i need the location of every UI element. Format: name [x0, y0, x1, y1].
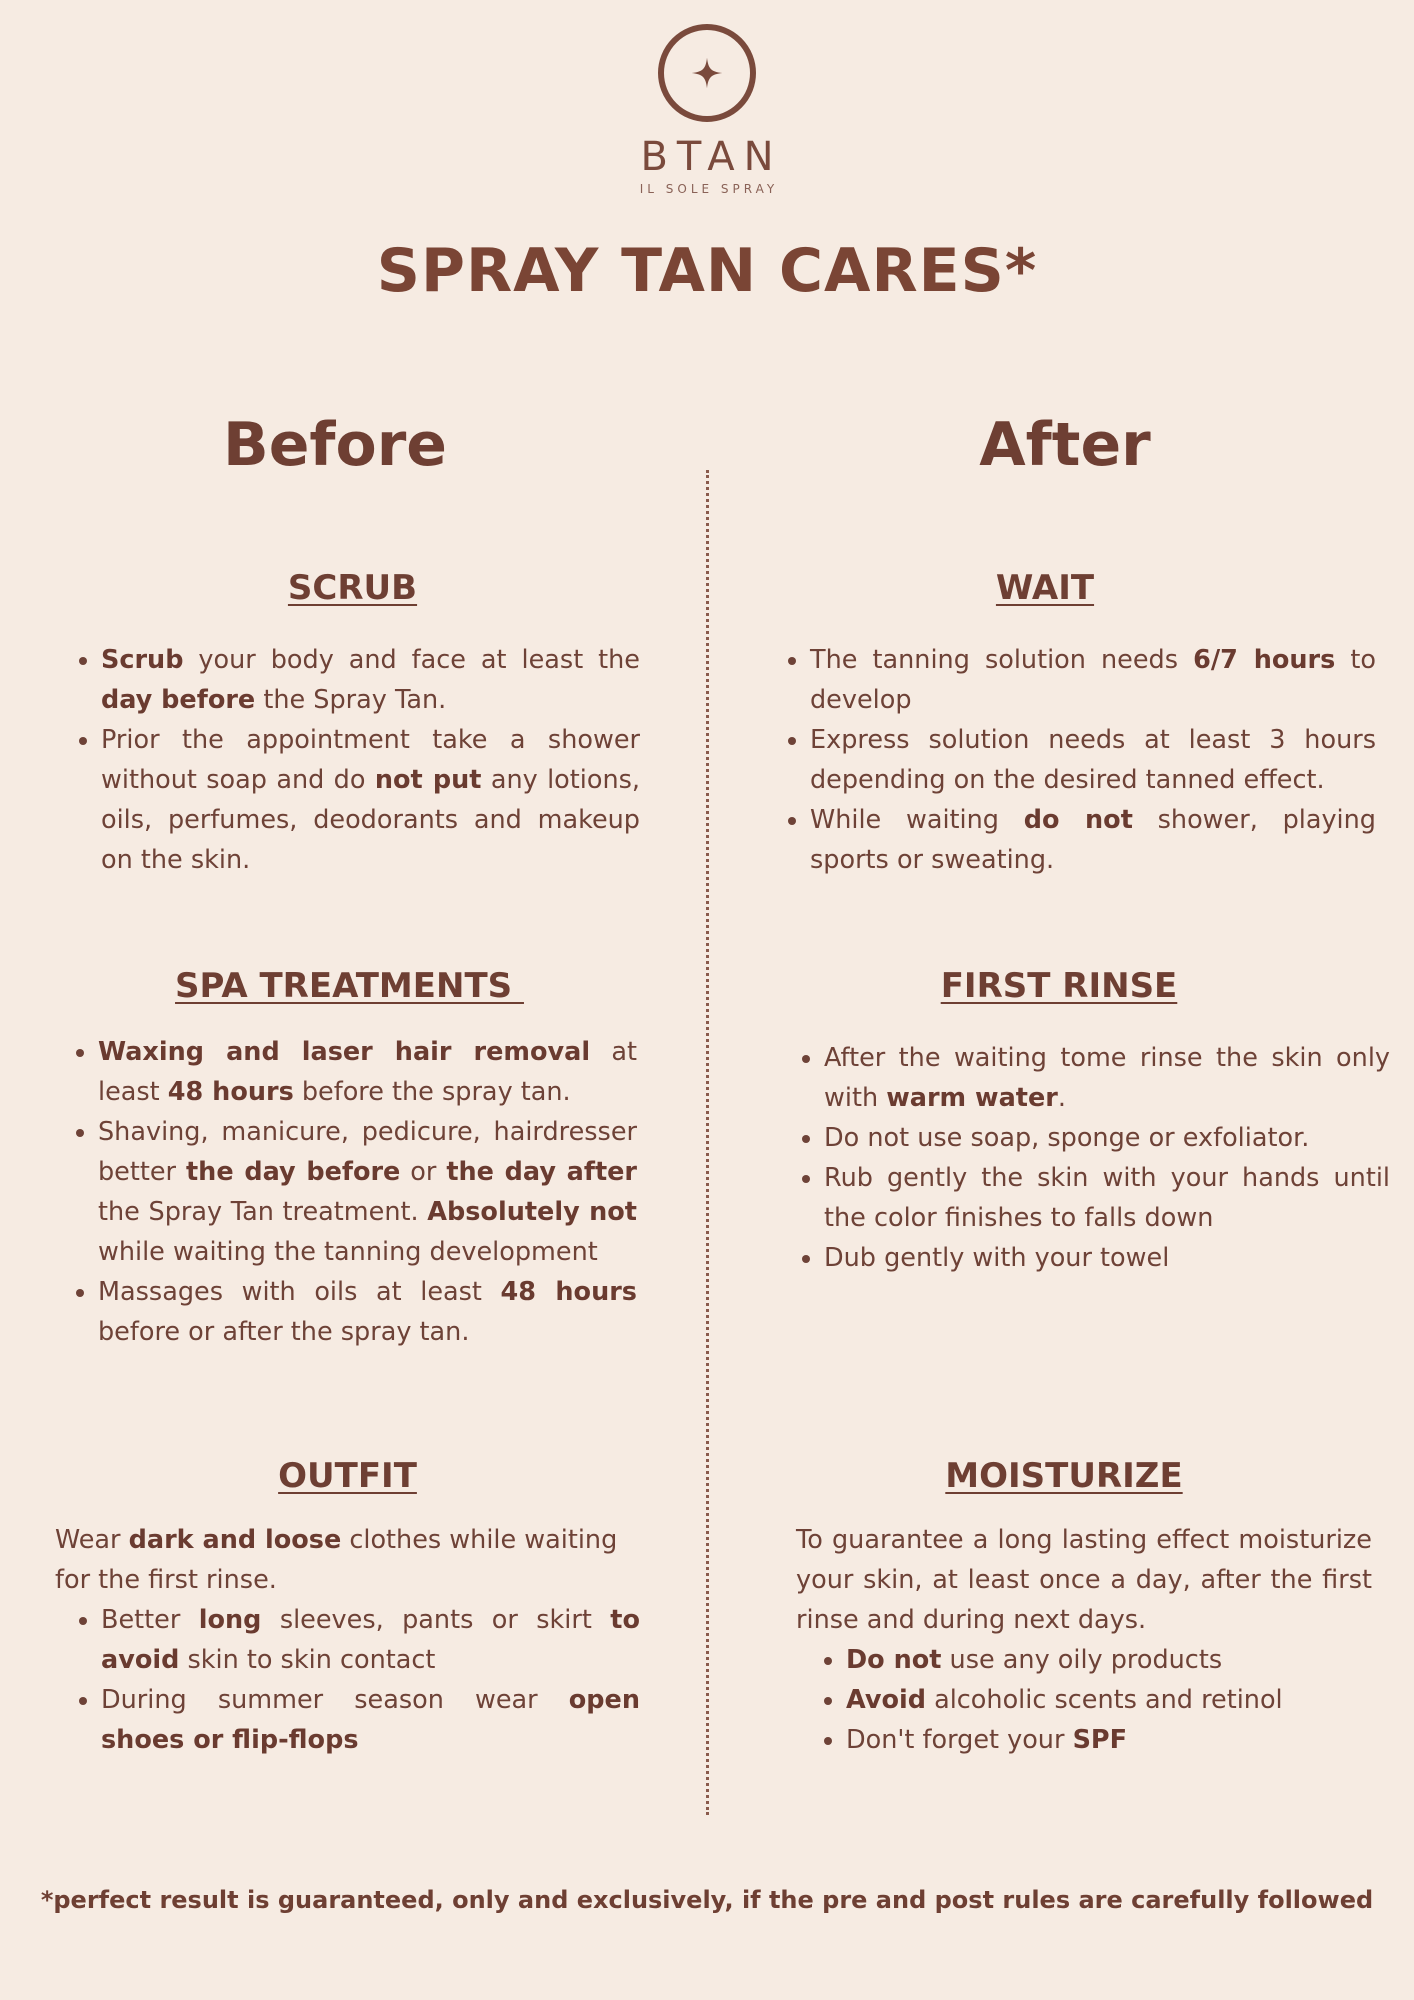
- text-run: Do not use soap, sponge or exfoliator.: [824, 1123, 1310, 1153]
- outfit-section: [55, 1456, 640, 1760]
- text-run: use any oily products: [941, 1645, 1223, 1675]
- brand-tagline: IL SOLE SPRAY: [639, 182, 779, 196]
- spa-treatments-list: [52, 1032, 637, 1352]
- text-run: Dub gently with your towel: [824, 1243, 1170, 1273]
- brand-name: BTAN: [640, 134, 783, 180]
- text-run: to develop: [810, 645, 1376, 715]
- list-item: [824, 1038, 1390, 1118]
- bold-text: 48 hours: [167, 1077, 294, 1107]
- list-item: [824, 1158, 1390, 1238]
- list-item: [98, 1112, 637, 1272]
- text-run: Prior the appointment take a shower without soap and do: [101, 725, 640, 795]
- text-run: Better: [101, 1605, 199, 1635]
- list-item: [810, 800, 1376, 880]
- column-divider: [706, 470, 709, 1815]
- text-run: Don't forget your: [846, 1725, 1073, 1755]
- text-run: Massages with oils at least: [98, 1277, 501, 1307]
- list-item: [98, 1032, 637, 1112]
- bold-text: Waxing and laser hair removal: [98, 1037, 591, 1067]
- bold-text: 48 hours: [500, 1277, 637, 1307]
- bold-text: Scrub: [101, 645, 184, 675]
- outfit-intro: [55, 1520, 640, 1600]
- bold-text: warm water: [886, 1083, 1058, 1113]
- text-run: Wear: [55, 1525, 129, 1555]
- bold-text: long: [198, 1605, 262, 1635]
- before-heading: Before: [222, 410, 448, 480]
- text-run: During summer season wear: [101, 1685, 569, 1715]
- text-run: shower, playing sports or sweating.: [810, 805, 1376, 875]
- list-item: [810, 640, 1376, 720]
- list-item: [101, 1600, 640, 1680]
- text-run: or: [400, 1157, 447, 1187]
- text-run: alcoholic scents and retinol: [925, 1685, 1283, 1715]
- scrub-section: [55, 568, 640, 880]
- list-item: [846, 1640, 1372, 1680]
- section-title-outfit: OUTFIT: [278, 1456, 417, 1496]
- text-run: .: [1057, 1083, 1066, 1113]
- section-title-spa-treatments: SPA TREATMENTS: [175, 966, 524, 1006]
- text-run: Express solution needs at least 3 hours depending on the desired tanned effect.: [810, 725, 1376, 795]
- text-run: at least: [98, 1037, 637, 1107]
- section-title-wait: WAIT: [995, 568, 1095, 608]
- list-item: [846, 1680, 1372, 1720]
- text-run: While waiting: [810, 805, 1024, 835]
- bold-text: do not: [1023, 805, 1133, 835]
- text-run: sleeves, pants or skirt: [261, 1605, 611, 1635]
- moisturize-list: [796, 1640, 1372, 1760]
- moisturize-intro: [796, 1520, 1372, 1640]
- brand-header: [0, 24, 1414, 196]
- list-item: [824, 1118, 1390, 1158]
- list-item: [98, 1272, 637, 1352]
- first-rinse-section: [778, 966, 1390, 1278]
- list-item: [810, 720, 1376, 800]
- footnote: *perfect result is guaranteed, only and exclusively, if the pre and post rules are carefully followed: [40, 1886, 1374, 1914]
- bold-text: the day before: [185, 1157, 401, 1187]
- bold-text: dark and loose: [128, 1525, 342, 1555]
- bold-text: SPF: [1072, 1725, 1128, 1755]
- bold-text: day before: [101, 685, 256, 715]
- first-rinse-list: [778, 1038, 1390, 1278]
- section-title-scrub: SCRUB: [287, 568, 418, 608]
- bold-text: Do not: [846, 1645, 942, 1675]
- bold-text: the day after: [446, 1157, 638, 1187]
- bold-text: open shoes or flip-flops: [101, 1685, 640, 1755]
- section-title-first-rinse: FIRST RINSE: [940, 966, 1178, 1006]
- wait-section: [764, 568, 1376, 880]
- list-item: [846, 1720, 1372, 1760]
- text-run: before the spray tan.: [293, 1077, 571, 1107]
- text-run: skin to skin contact: [179, 1645, 436, 1675]
- text-run: Rub gently the skin with your hands until the color finishes to falls down: [824, 1163, 1390, 1233]
- text-run: any lotions, oils, perfumes, deodorants and makeup on the skin.: [101, 765, 640, 875]
- spa-treatments-section: [52, 966, 637, 1352]
- text-run: while waiting the tanning development: [98, 1237, 598, 1267]
- text-run: After the waiting tome rinse the skin only with: [824, 1043, 1390, 1113]
- text-run: Shaving, manicure, pedicure, hairdresser better: [98, 1117, 637, 1187]
- bold-text: Avoid: [846, 1685, 926, 1715]
- star-in-circle-logo-icon: [658, 24, 756, 122]
- section-title-moisturize: MOISTURIZE: [945, 1456, 1183, 1496]
- bold-text: to avoid: [101, 1605, 640, 1675]
- text-run: To guarantee a long lasting effect moisturize your skin, at least once a day, after the first rinse and during next days.: [796, 1525, 1372, 1635]
- wait-list: [764, 640, 1376, 880]
- scrub-list: [55, 640, 640, 880]
- bold-text: not put: [374, 765, 482, 795]
- list-item: [101, 640, 640, 720]
- bold-text: Absolutely not: [427, 1197, 637, 1227]
- text-run: the Spray Tan.: [255, 685, 447, 715]
- outfit-list: [55, 1600, 640, 1760]
- list-item: [824, 1238, 1390, 1278]
- page-title: SPRAY TAN CARES*: [376, 236, 1038, 306]
- moisturize-section: [796, 1456, 1372, 1760]
- text-run: your body and face at least the: [183, 645, 640, 675]
- text-run: The tanning solution needs: [810, 645, 1194, 675]
- bold-text: 6/7 hours: [1193, 645, 1336, 675]
- after-heading: After: [979, 410, 1151, 480]
- text-run: before or after the spray tan.: [98, 1317, 470, 1347]
- text-run: the Spray Tan treatment.: [98, 1197, 428, 1227]
- list-item: [101, 1680, 640, 1760]
- list-item: [101, 720, 640, 880]
- text-run: clothes while waiting for the first rinse.: [55, 1525, 618, 1595]
